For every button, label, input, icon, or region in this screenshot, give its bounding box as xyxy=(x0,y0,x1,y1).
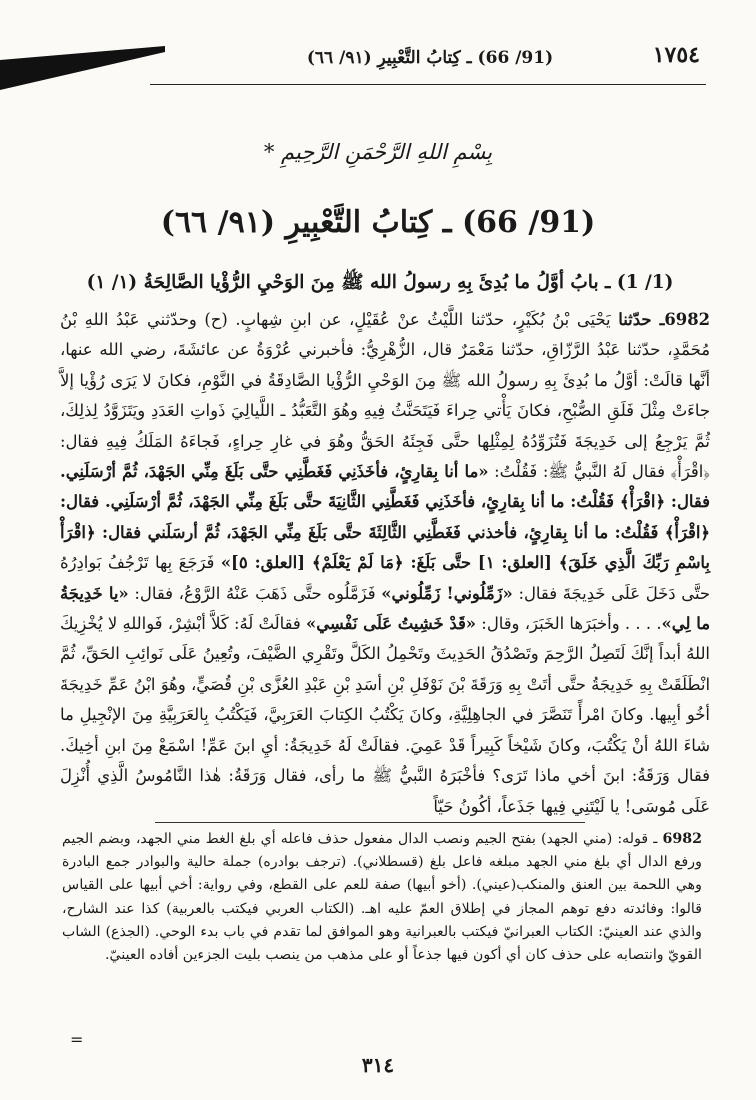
folio-number: ٣١٤ xyxy=(361,1053,395,1077)
prophet-speech-1: «ما أنا بِقارِئٍ، فأخَذَنِي فَغَطَّنِي حتَّى بَلَغَ مِنِّي الجَهْدَ، ثُمَّ أرْسَلَنِي. فقال: ﴿اقْرَأْ﴾ فَقُلْتُ: ما أنا بِقارِئٍ، فأخَذَنِي فَغَطَّنِي الثَّانِيَةَ حتَّى بَلَغَ مِنِّي الجَهْدَ، ثُمَّ أرْسَلَنِي. فقال: ﴿اقْرَأْ﴾ فَقُلْتُ: ما أنا بِقارِئٍ، فأخذني فَغَطَّنِي الثَّالِثَةَ حتَّى بَلَغَ مِنِّي الجَهْدَ، ثُمَّ أرسَلَني فقال: ﴿اقْرَأْ بِاسْمِ رَبِّكَ الَّذِي خَلَقَ﴾ [العلق: ١] حتَّى بَلَغَ: ﴿مَا لَمْ يَعْلَمْ﴾ [العلق: ٥]» xyxy=(60,462,710,573)
prophet-speech-3: «يا خَدِيجَةُ ما لِي» xyxy=(60,583,710,634)
footnote-separator xyxy=(155,822,585,823)
running-header xyxy=(150,40,706,85)
prophet-speech-4: «قَدْ خَشِيتُ عَلَى نَفْسِي» xyxy=(306,614,477,634)
hadith-part-3: فَزَمَّلُوه حتَّى ذَهَبَ عَنْهُ الرَّوْعُ، فقال: xyxy=(128,583,382,603)
hadith-text xyxy=(60,305,710,822)
book-title: (91/ 66) ـ كِتابُ التَّعْبِيرِ (٩١/ ٦٦) xyxy=(160,205,596,240)
chapter-heading xyxy=(50,272,710,298)
hadith-number: 6982 xyxy=(664,310,711,329)
margin-mark: = xyxy=(70,1030,84,1049)
top-page-number: ١٧٥٤ xyxy=(652,42,700,68)
chapter-number-close: (١/ ١) xyxy=(86,272,138,293)
hadith-part-4: . . . . وأخبَرَها الخَبَرَ، وقال: xyxy=(476,614,662,634)
hadith-part-1: يَحْيَى بْنُ بُكَيْرٍ، حدّثنا اللَّيْثُ عنْ عُقَيْلٍ، عن ابنِ شِهابٍ. (ح) وحدّثني عَبْدُ اللهِ بْنُ مُحَمَّدٍ، حدّثنا عَبْدُ الرَّزّاقِ، حدّثنا مَعْمَرٌ قال، الزُّهْرِيُّ: فأخبرني عُرْوَةُ عن عائشَةَ، رضي الله عنها، أنَّها قالَتْ: أوَّلُ ما بُدِئَ بِهِ رسولُ الله ﷺ مِنَ الوَحْيِ الرُّؤْيا الصَّادِقَةُ في النَّوْمِ، فكانَ لا يَرَى رُؤْيا إلاَّ جاءَتْ مِثْلَ فَلَقِ الصُّبْحِ، فكانَ يَأْتي حِراءَ فَيَتَحَنَّثُ فِيهِ وهُوَ التَّعَبُّدُ ـ اللَّيالِيَ ذَواتِ العَدَدِ ويَتَزَوَّدُ لِذلِكَ، ثُمَّ يَرْجِعُ إلى خَدِيجَةَ فَتُزَوِّدُهُ لِمِثْلِها حتَّى فَجِئَهُ الحَقُّ وهُوَ في غارِ حِراءٍ، فَجاءَهُ المَلَكُ فِيهِ فقال: ﴿اقْرَأْ﴾ فقال لَهُ النَّبيُّ ﷺ: فَقُلْتُ: xyxy=(60,310,710,482)
hadith-part-2: فَرَجَعَ بِها تَرْجُفُ بَوادِرُهُ حتَّى دَخَلَ عَلَى خَدِيجَةَ فقال: xyxy=(60,553,711,603)
hadith-part-5: فقالَتْ لَهُ: كَلاَّ أبْشِرْ، فَواللهِ لا يُخْزِيكَ اللهُ أبداً إنَّكَ لَتَصِلُ الرَّحِمَ وتَصْدُقُ الحَدِيثَ وتَحْمِلُ الكَلَّ وتَقْرِي الضَّيْفَ، وتُعِينُ عَلَى نَوائِبِ الحَقِّ، ثُمَّ انْطَلَقَتْ بِهِ خَدِيجَةُ حتَّى أتَتْ بِهِ وَرَقَةَ بْنَ نَوْفَلِ بْنِ أسَدِ بْنِ عَبْدِ العُزَّى بْنِ قُصَيٍّ، وهُوَ ابْنُ عَمِّ خَدِيجَةَ أخُو أبِيها. وكانَ امْرأً تَنَصَّرَ في الجاهِلِيَّةِ، وكانَ يَكْتُبُ الكِتابَ العَرَبِيَّ، فَيَكْتُبُ بِالعَرَبِيَّةِ مِنَ الإنْجِيلِ ما شاءَ اللهُ أنْ يَكْتُبَ، وكانَ شَيْخاً كَبِيراً قَدْ عَمِيَ. فقالَتْ لَهُ خَدِيجَةُ: أيِ ابنَ عَمِّ! اسْمَعْ مِنَ ابنِ أخِيكَ. فقال وَرَقَةُ: ابنَ أخي ماذا تَرَى؟ فأخْبَرَهُ النَّبيُّ ﷺ ما رأى، فقال وَرَقَةُ: هٰذا النَّامُوسُ الَّذِي أُنْزِلَ عَلَى مُوسَى! يا لَيْتَنِي فِيها جَذَعاً، أكُونُ حَيّاً xyxy=(60,614,710,816)
prophet-speech-2: «زَمِّلُوني! زَمِّلُوني» xyxy=(381,583,513,603)
footnote-text: ـ قوله: (مني الجهد) بفتح الجيم ونصب الدال مفعول حذف فاعله أي بلغ الغط مني الجهد، وبضم الجيم ورفع الدال أي بلغ مني الجهد مبلغه فاعل بلغ (قسطلاني). (ترجف بوادره) جملة حالية والبوادر جمع البادرة وهي اللحمة بين العنق والمنكب(عيني). (أخو أبيها) صفة للعم على القطع، وفي رواية: أخي أبيها على القياس قالوا: وفائدته دفع توهم المجاز في إطلاق العمّ عليه اهـ. (الكتاب العربي فيكتب بالعربية) كذا عند الشارح، والذي عند العينيّ: الكتاب العبرانيّ فيكتب بالعبرانية وهو الموافق لما تقدم في باب بدء الوحي. (الجذع) الشاب القويّ وانتصابه على حذف كان أي أكون فيها جذعاً أو على مذهب من ينصب بليت الجزءين أفاده العينيّ. xyxy=(62,831,702,964)
chapter-title: ـ بابُ أوَّلُ ما بُدِئَ بِهِ رسولُ الله ﷺ مِنَ الوَحْيِ الرُّؤْيا الصَّالِحَةُ xyxy=(143,272,611,293)
chapter-number-open: (1/ 1) xyxy=(616,272,674,293)
wedge-ornament-icon xyxy=(0,46,165,90)
hadith-opening: ـ حدّثنا xyxy=(618,310,665,329)
footnote xyxy=(62,828,702,967)
footnote-number: 6982 xyxy=(662,831,702,847)
basmala: بِسْمِ اللهِ الرَّحْمَنِ الرَّحِيمِ * xyxy=(263,140,493,164)
running-title: (91/ 66) ـ كِتابُ التَّعْبِيرِ (٩١/ ٦٦) xyxy=(306,48,554,68)
